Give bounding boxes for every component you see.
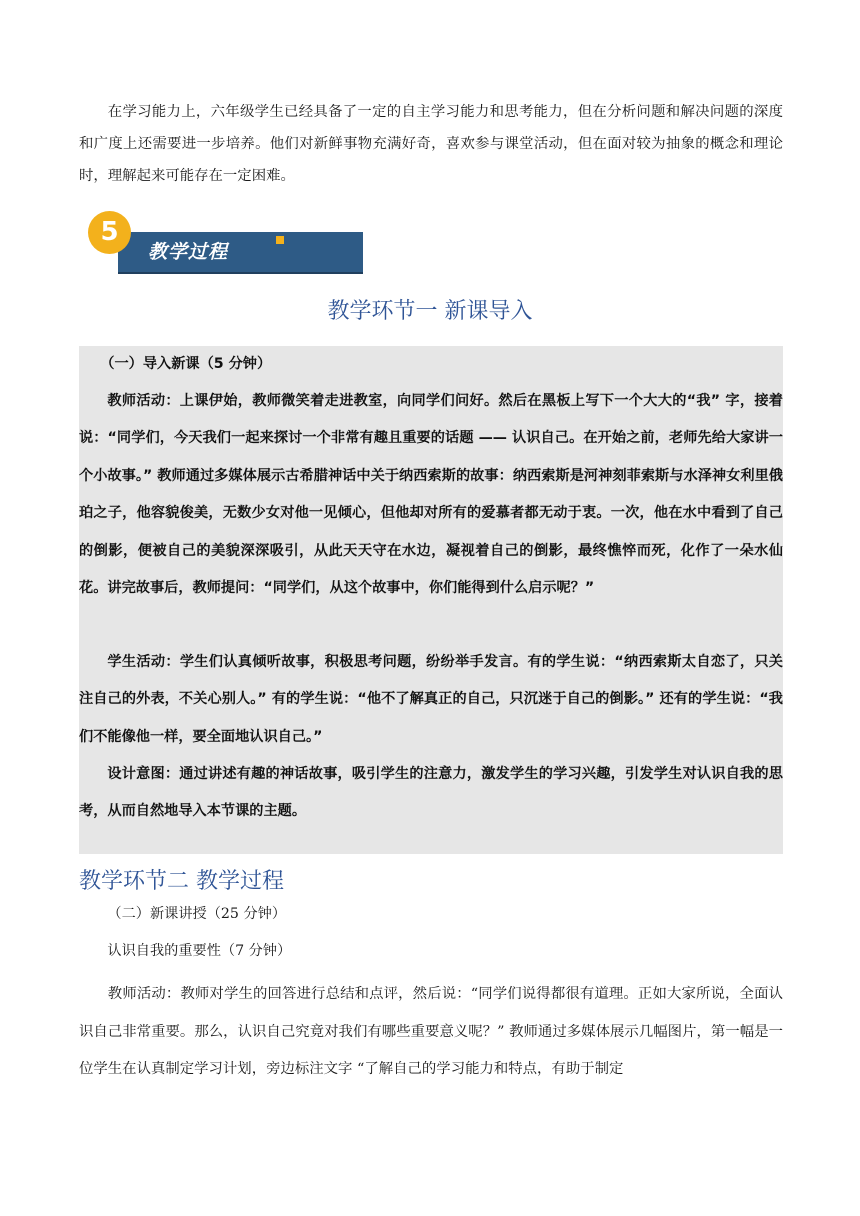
intro-paragraph: 在学习能力上，六年级学生已经具备了一定的自主学习能力和思考能力，但在分析问题和解决问题的深度和广度上还需要进一步培养。他们对新鲜事物充满好奇，喜欢参与课堂活动，但在面对较为抽象的概念和理论时，理解起来可能存在一定困难。 (79, 104, 783, 184)
section-badge (88, 206, 288, 270)
section-title: 教学过程 (148, 241, 229, 263)
student-activity-paragraph: 学生活动：学生们认真倾听故事，积极思考问题，纷纷举手发言。有的学生说：“纳西索斯太自恋了，只关注自己的外表，不关心别人。” 有的学生说：“他不了解真正的自己，只沉迷于自己的倒影。” 还有的学生说：“我们不能像他一样，要全面地认识自己。” (79, 654, 783, 745)
design-intent-paragraph: 设计意图：通过讲述有趣的神话故事，吸引学生的注意力，激发学生的学习兴趣，引发学生对认识自我的思考，从而自然地导入本节课的主题。 (79, 766, 783, 820)
subheading-importance: 认识自我的重要性（7 分钟） (107, 943, 292, 959)
teacher-activity-paragraph-2: 教师活动：教师对学生的回答进行总结和点评，然后说：“同学们说得都很有道理。正如大家所说，全面认识自己非常重要。那么，认识自己究竟对我们有哪些重要意义呢？” 教师通过多媒体展示几幅图片，第一幅是一位学生在认真制定学习计划，旁边标注文字 “了解自己的学习能力和特点，有助于制定 (79, 986, 783, 1077)
heading-step-one: 教学环节一 新课导入 (327, 299, 533, 324)
heading-step-two: 教学环节二 教学过程 (79, 869, 284, 894)
block-subheading: （一）导入新课（5 分钟） (100, 356, 272, 372)
section-number-circle: 5 (88, 211, 131, 254)
section-accent-square (276, 236, 284, 244)
highlighted-block (79, 346, 783, 854)
teacher-activity-paragraph: 教师活动：上课伊始，教师微笑着走进教室，向同学们问好。然后在黑板上写下一个大大的“我” 字，接着说：“同学们，今天我们一起来探讨一个非常有趣且重要的话题 —— 认识自己。在开始之前，老师先给大家讲一个小故事。” 教师通过多媒体展示古希腊神话中关于纳西索斯的故事：纳西索斯是河神刻菲索斯与水泽神女利里俄珀之子，他容貌俊美，无数少女对他一见倾心，但他却对所有的爱慕者都无动于衷。一次，他在水中看到了自己的倒影，便被自己的美貌深深吸引，从此天天守在水边，凝视着自己的倒影，最终憔悴而死，化作了一朵水仙花。讲完故事后，教师提问：“同学们，从这个故事中，你们能得到什么启示呢？” (79, 393, 783, 597)
subheading-new-lesson: （二）新课讲授（25 分钟） (107, 906, 287, 922)
